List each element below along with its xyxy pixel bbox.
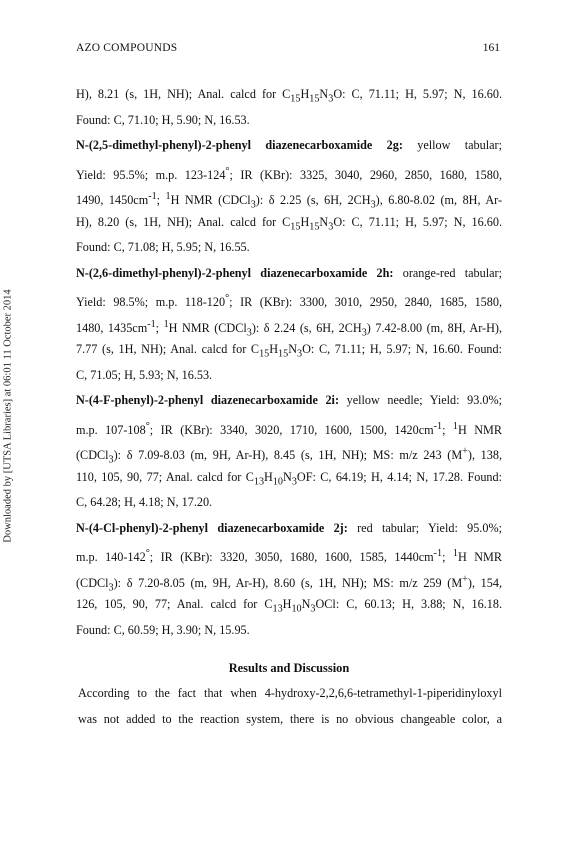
text-line: C, 64.28; H, 4.18; N, 17.20. [76,495,213,509]
text-line: Found: C, 71.10; H, 5.90; N, 16.53. [76,112,250,127]
text-line: H), 8.21 (s, 1H, NH); Anal. calcd for $C_{15}H_{15}N_3O$: C, 71.11; H, 5.97; N, 16.60. [76,87,502,105]
text-line: 126, 105, 90, 77; Anal. calcd for $C_{13}H_{10}N_3OCl$: C, 60.13; H, 3.88; N, 16.18. [76,597,502,615]
page-number: 161 [482,42,500,54]
section-paragraph [76,681,502,732]
watermark-text: Downloaded by [UTSA Libraries] at 06:01 11 October 2014 [2,289,14,543]
text-line: Found: C, 60.59; H, 3.90; N, 15.95. [76,622,250,637]
text-line: Yield: 98.5%; m.p. 118-120°; IR (KBr): 3300, 3010, 2950, 2840, 1685, 1580, [76,293,502,310]
download-watermark [1,235,15,597]
text-line: 110, 105, 90, 77; Anal. calcd for $C_{13}H_{10}N_3OF$: C, 64.19; H, 4.14; N, 17.28. Found: [76,469,503,487]
text-line: 7.77 (s, 1H, NH); Anal. calcd for $C_{15}H_{15}N_3O$: C, 71.11; H, 5.97; N, 16.60. Found: [76,342,502,360]
text-line: H), 8.20 (s, 1H, NH); Anal. calcd for $C_{15}H_{15}N_3O$: C, 71.11; H, 5.97; N, 16.60. [76,214,502,232]
text-line: Found: C, 71.08; H, 5.95; N, 16.55. [76,240,250,254]
text-line: C, 71.05; H, 5.93; N, 16.53. [76,367,213,382]
text-line: (CDCl$_3$): δ 7.20-8.05 (m, 9H, Ar-H), 8.60 (s, 1H, NH); MS: m/z 259 (M+), 154, [76,573,502,593]
text-line: was not added to the reaction system, there is no obvious changeable color, a [78,711,502,726]
text-line: (CDCl$_3$): δ 7.09-8.03 (m, 9H, Ar-H), 8.45 (s, 1H, NH); MS: m/z 243 (M+), 138, [76,446,502,466]
compound-data-block [76,82,502,643]
text-line: m.p. 107-108°; IR (KBr): 3340, 3020, 1710, 1600, 1500, $1420cm^{-1}$; $^1$H NMR [76,420,502,437]
text-line: N-(2,5-dimethyl-phenyl)-2-phenyl diazenecarboxamide 2g: yellow tabular; [76,138,502,152]
page-header [76,42,500,58]
text-line: Yield: 95.5%; m.p. 123-124°; IR (KBr): 3325, 3040, 2960, 2850, 1680, 1580, [76,165,502,182]
text-line: According to the fact that when 4-hydroxy-2,2,6,6-tetramethyl-1-piperidinyloxyl [78,686,502,700]
text-line: N-(2,6-dimethyl-phenyl)-2-phenyl diazenecarboxamide 2h: orange-red tabular; [76,265,502,280]
text-line: N-(4-F-phenyl)-2-phenyl diazenecarboxamide 2i: yellow needle; Yield: 93.0%; [76,393,503,407]
text-line: N-(4-Cl-phenyl)-2-phenyl diazenecarboxamide 2j: red tabular; Yield: 95.0%; [76,520,502,535]
running-title: AZO COMPOUNDS [76,42,178,54]
text-line: m.p. 140-142°; IR (KBr): 3320, 3050, 1680, 1600, 1585, $1440cm^{-1}$; $^1$H NMR [76,548,502,565]
text-line: 1490, $1450cm^{-1}$; $^1$H NMR (CDCl$_3$): δ 2.25 (s, 6H, $2CH_3$), 6.80-8.02 (m, 8H, Ar- [76,191,503,211]
text-line: 1480, $1435cm^{-1}$; $^1$H NMR (CDCl$_3$): δ 2.24 (s, 6H, $2CH_3$) 7.42-8.00 (m, 8H, Ar-H), [76,318,503,338]
page-body [76,82,502,732]
section-title: Results and Discussion [228,661,350,675]
